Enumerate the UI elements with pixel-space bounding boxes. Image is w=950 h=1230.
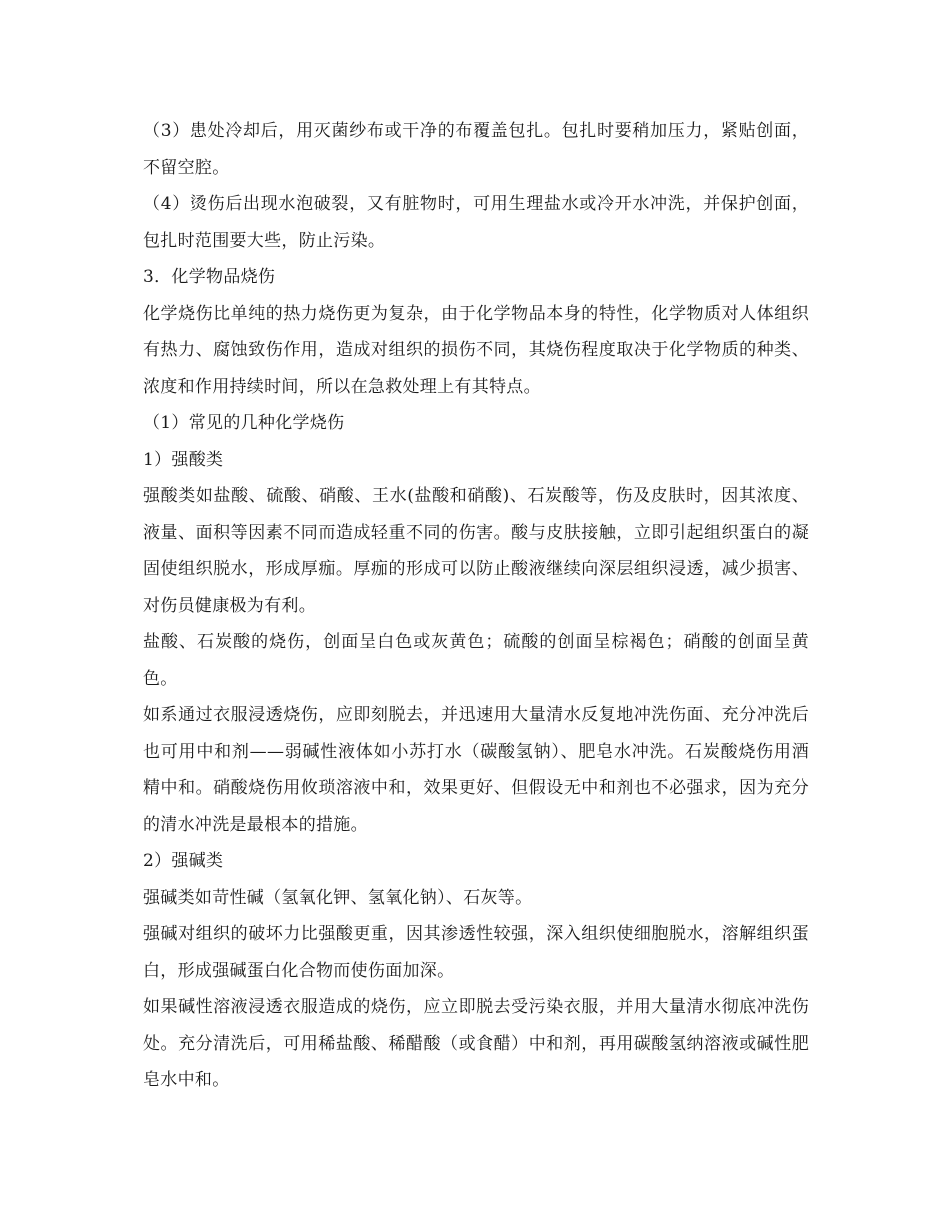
subheading-strong-acids: 1）强酸类 — [143, 449, 224, 470]
paragraph-alkali-damage: 强碱对组织的破坏力比强酸更重，因其渗透性较强，深入组织使细胞脱水，溶解组织蛋白，形成强碱蛋白化合物而使伤面加深。 — [143, 924, 809, 981]
paragraph-strong-acids-description: 强酸类如盐酸、硫酸、硝酸、王水(盐酸和硝酸)、石炭酸等，伤及皮肤时，因其浓度、液量、面积等因素不同而造成轻重不同的伤害。酸与皮肤接触，立即引起组织蛋白的凝固使组织脱水，形成厚痂。厚痂的形成可以防止酸液继续向深层组织浸透，减少损害、对伤员健康极为有利。 — [143, 486, 809, 616]
paragraph-burn-step-4: （4）烫伤后出现水泡破裂，又有脏物时，可用生理盐水或冷开水冲洗，并保护创面，包扎时范围要大些，防止污染。 — [143, 194, 809, 251]
section-heading-chemical-burns: 3．化学物品烧伤 — [143, 267, 276, 287]
paragraph-acid-burn-treatment: 如系通过衣服浸透烧伤，应即刻脱去，并迅速用大量清水反复地冲洗伤面、充分冲洗后也可用中和剂——弱碱性液体如小苏打水（碳酸氢钠）、肥皂水冲洗。石炭酸烧伤用酒精中和。硝酸烧伤用攸琐溶液中和，效果更好、但假设无中和剂也不必强求，因为充分的清水冲洗是最根本的措施。 — [143, 705, 809, 835]
subsection-heading-common-chemical-burns: （1）常见的几种化学烧伤 — [143, 413, 345, 433]
subheading-strong-alkalis: 2）强碱类 — [143, 851, 224, 871]
paragraph-acid-wound-colors: 盐酸、石炭酸的烧伤，创面呈白色或灰黄色；硫酸的创面呈棕褐色；硝酸的创面呈黄色。 — [143, 632, 809, 689]
paragraph-burn-step-3: （3）患处冷却后，用灭菌纱布或干净的布覆盖包扎。包扎时要稍加压力，紧贴创面，不留空腔。 — [143, 121, 809, 178]
paragraph-chemical-burns-intro: 化学烧伤比单纯的热力烧伤更为复杂，由于化学物品本身的特性，化学物质对人体组织有热力、腐蚀致伤作用，造成对组织的损伤不同，其烧伤程度取决于化学物质的种类、浓度和作用持续时间，所以在急救处理上有其特点。 — [143, 303, 809, 397]
paragraph-strong-alkalis-examples: 强碱类如苛性碱（氢氧化钾、氢氧化钠）、石灰等。 — [143, 887, 533, 908]
paragraph-alkali-burn-treatment: 如果碱性溶液浸透衣服造成的烧伤，应立即脱去受污染衣服，并用大量清水彻底冲洗伤处。充分清洗后，可用稀盐酸、稀醋酸（或食醋）中和剂，再用碳酸氢纳溶液或碱性肥皂水中和。 — [143, 997, 809, 1090]
document-body — [143, 113, 809, 1099]
